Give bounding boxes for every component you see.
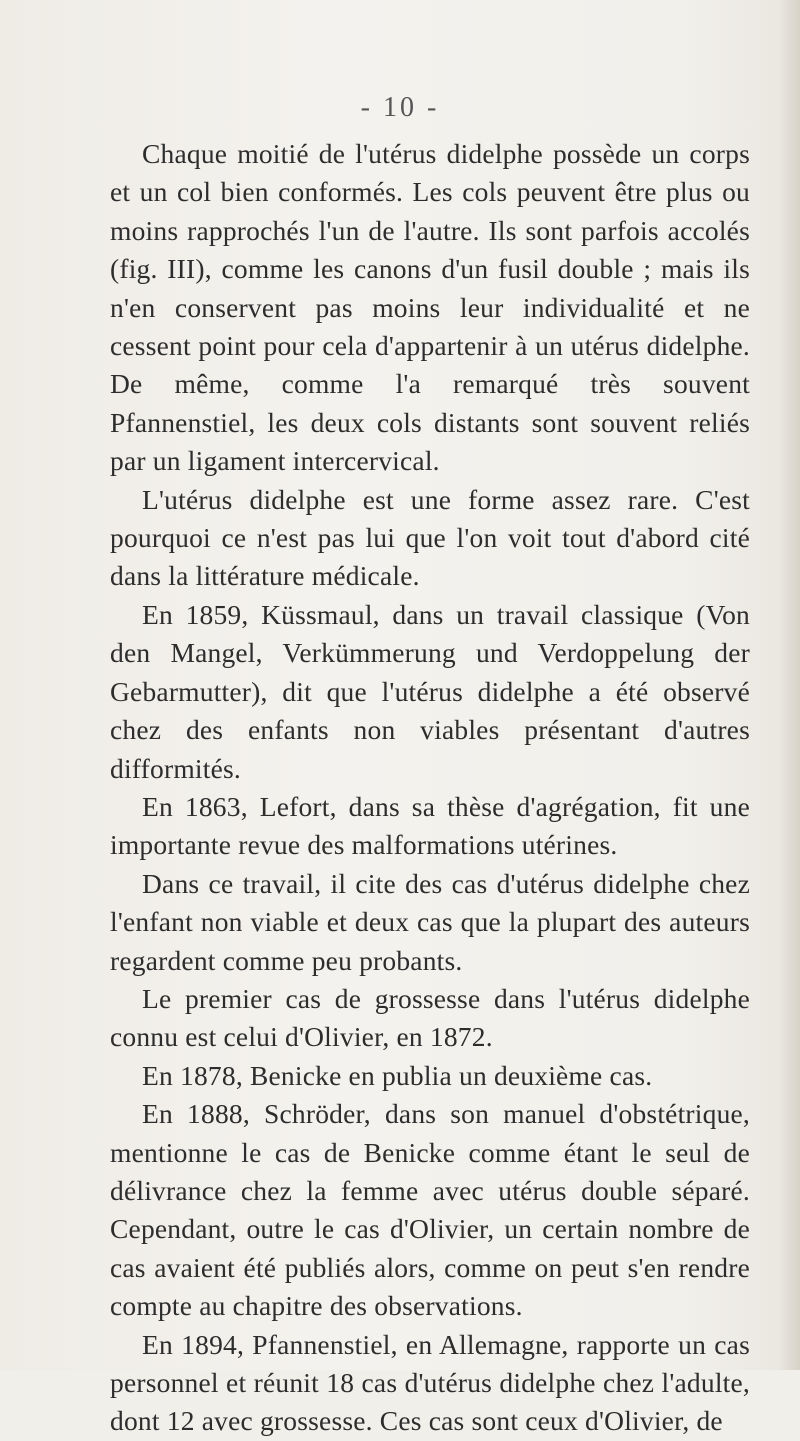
paragraph-9: En 1894, Pfannenstiel, en Allemagne, rapporte un cas personnel et réunit 18 cas d'utérus didelphe chez l'adulte, dont 12 avec grossesse. Ces cas sont ceux d'Olivier, de	[110, 1328, 750, 1437]
paragraph-8: En 1888, Schröder, dans son manuel d'obstétrique, mentionne le cas de Benicke comme étant le seul de délivrance chez la femme avec utérus double séparé. Cependant, outre le cas d'Olivier, un certain nombre de cas avaient été publiés alors, comme on peut s'en rendre compte au chapitre des observations.	[110, 1098, 750, 1322]
paragraph-2: L'utérus didelphe est une forme assez rare. C'est pourquoi ce n'est pas lui que l'on voit tout d'abord cité dans la littérature médicale.	[110, 483, 750, 592]
page-edge-shadow	[778, 0, 800, 1370]
paragraph-4: En 1863, Lefort, dans sa thèse d'agrégation, fit une importante revue des malformations utérines.	[110, 790, 750, 861]
paragraph-3: En 1859, Küssmaul, dans un travail classique (Von den Mangel, Verkümmerung und Verdoppelung der Gebarmutter), dit que l'utérus didelphe a été observé chez des enfants non viables présentant d'autres difformités.	[110, 598, 750, 784]
paragraph-1: Chaque moitié de l'utérus didelphe possède un corps et un col bien conformés. Les cols peuvent être plus ou moins rapprochés l'un de l'autre. Ils sont parfois accolés (fig. III), comme les canons d'un fusil double ; mais ils n'en conservent pas moins leur individualité et ne cessent point pour cela d'appartenir à un utérus didelphe. De même, comme l'a remarqué très souvent Pfannenstiel, les deux cols distants sont souvent reliés par un ligament intercervical.	[110, 138, 750, 477]
paragraph-6: Le premier cas de grossesse dans l'utérus didelphe connu est celui d'Olivier, en 1872.	[110, 982, 750, 1053]
paragraph-7: En 1878, Benicke en publia un deuxième cas.	[142, 1059, 653, 1091]
page-number: - 10 -	[360, 92, 440, 123]
body-text	[110, 135, 750, 1441]
paragraph-5: Dans ce travail, il cite des cas d'utérus didelphe chez l'enfant non viable et deux cas que la plupart des auteurs regardent comme peu probants.	[110, 867, 750, 976]
